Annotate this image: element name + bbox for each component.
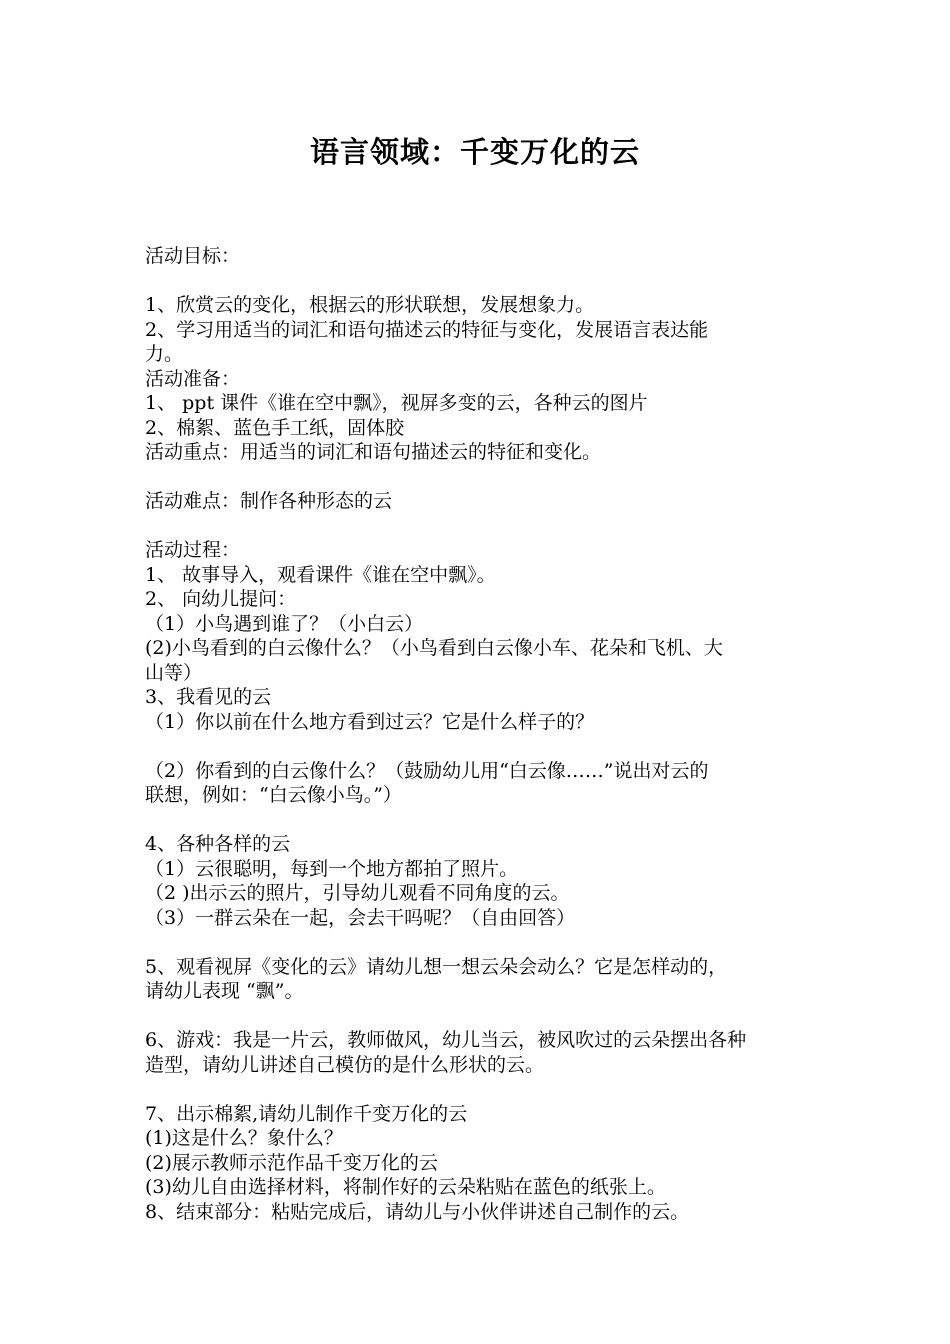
text-line: 1、 ppt 课件《谁在空中飘》，视屏多变的云，各种云的图片 [145, 392, 648, 414]
text-line: 6、游戏：我是一片云，教师做风，幼儿当云，被风吹过的云朵摆出各种 [145, 1029, 747, 1051]
text-line: 5、观看视屏《变化的云》请幼儿想一想云朵会动么？它是怎样动的， [145, 955, 728, 978]
text-line: 2、学习用适当的词汇和语句描述云的特征与变化，发展语言表达能 [145, 318, 709, 341]
text-line: 联想，例如：“白云像小鸟。”） [145, 784, 402, 806]
text-line: 4、各种各样的云 [145, 833, 291, 855]
text-line: （3）一群云朵在一起，会去干吗呢？（自由回答） [145, 906, 576, 929]
text-line: 活动重点：用适当的词汇和语句描述云的特征和变化。 [145, 441, 602, 463]
text-line: （1）云很聪明，每到一个地方都拍了照片。 [145, 857, 519, 880]
text-line: (2)展示教师示范作品千变万化的云 [145, 1151, 438, 1174]
blank-line [145, 1004, 810, 1029]
text-line: 7、出示棉絮,请幼儿制作千变万化的云 [145, 1102, 468, 1125]
text-line: 2、棉絮、蓝色手工纸，固体胶 [145, 416, 405, 439]
text-line: 活动难点：制作各种形态的云 [145, 490, 393, 512]
blank-line [145, 930, 810, 955]
blank-line [145, 734, 810, 759]
text-line: 力。 [145, 343, 184, 365]
text-line: （1）小鸟遇到谁了？（小白云） [145, 612, 424, 635]
blank-line [145, 1077, 810, 1102]
text-line: 3、我看见的云 [145, 686, 272, 708]
text-line: （2 )出示云的照片，引导幼儿观看不同角度的云。 [145, 882, 570, 904]
text-line: 活动目标： [145, 245, 241, 267]
text-line: 8、结束部分：粘贴完成后，请幼儿与小伙伴讲述自己制作的云。 [145, 1200, 690, 1223]
text-line: 活动过程： [145, 539, 241, 561]
document-body [145, 244, 810, 1224]
text-line: 活动准备： [145, 367, 241, 390]
text-line: 1、 故事导入，观看课件《谁在空中飘》。 [145, 563, 496, 586]
blank-line [145, 465, 810, 490]
document-title: 语言领域：千变万化的云 [309, 135, 640, 169]
text-line: (1)这是什么？象什么？ [145, 1127, 343, 1149]
text-line: 山等） [145, 661, 203, 684]
text-line: （1）你以前在什么地方看到过云？它是什么样子的？ [145, 710, 595, 733]
text-line: 请幼儿表现 “飘”。 [145, 980, 304, 1002]
text-line: (2)小鸟看到的白云像什么？（小鸟看到白云像小车、花朵和飞机、大 [145, 637, 723, 659]
text-line: (3)幼儿自由选择材料，将制作好的云朵粘贴在蓝色的纸张上。 [145, 1176, 666, 1198]
blank-line [145, 514, 810, 539]
blank-line [145, 808, 810, 833]
text-line: 1、欣赏云的变化，根据云的形状联想，发展想象力。 [145, 294, 595, 316]
text-line: 2、 向幼儿提问： [145, 588, 297, 610]
text-line: 造型，请幼儿讲述自己模仿的是什么形状的云。 [145, 1053, 545, 1076]
blank-line [145, 269, 810, 294]
text-line: （2）你看到的白云像什么？（鼓励幼儿用“白云像……”说出对云的 [145, 759, 709, 782]
